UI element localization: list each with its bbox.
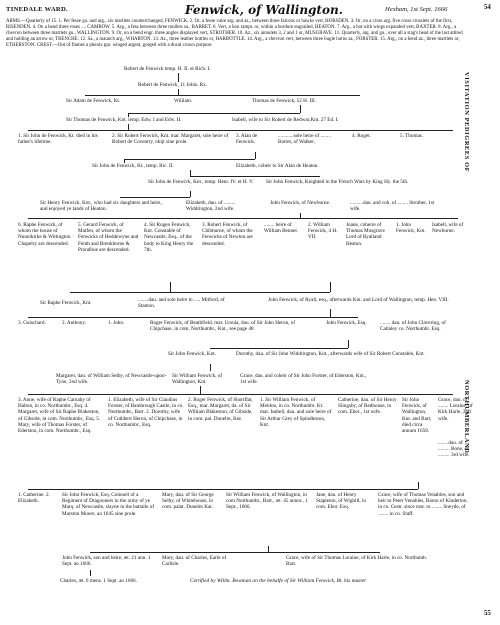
page-number-top: 54 xyxy=(484,4,491,11)
arms-text: ARMS.—Quarterly of 15. 1. Per fesse gu. and arg., six martlets counterchanged, FENWICK. 2. Or, a fesse vaire arg. and az., between three falcons or hawks vert, HORSDEN. 3. Or, on a cross arg. five cross crosslets of the first, RISENDEN. 4. On a bend three roses .... CAMBOW. 5. Arg., a fess between three mullets sa., BARRET. 6. Vert, a lion rampt. or, within a bordure engrailed, HEATON. 7. Arg., a bat with wings expanded vert, BAXTER. 8. Arg., a chevron between three martlets gu., WALLINGTON. 9. Or, on a bend engr. three angles displayed vert, STROTHER. 10. Az., six annulets 3, 2 and 1 or, MUSGRAVE. 11. Quarterly, arg. and gu., over all a stag's head of the last attired and holding an arrow or, TRENCHE. 12. Sa., a maunch arg., WHARTON. 13. Az., three leather bottles or, HARBOTTLE. 14. Arg., a chevron vert, between three bugle horns sa., FORSTER. 15. Arg., on a bend az., three martlets or, ETHERSTON. xyxy=(6,19,463,48)
person-charles: Charles, æt. 6 mens. 1 Sept. ao 1666. xyxy=(60,578,137,584)
person-adam: Sir Adam de Fenwick, Kt. xyxy=(66,98,121,104)
person-robert-2: 2. Sir Robert Fenwick, Knt. mar. Margaret, sole heire of Robert de Coventry, obijt sine prole. xyxy=(112,133,229,146)
page-number-bottom: 55 xyxy=(484,610,491,617)
descent-line xyxy=(210,364,211,371)
sibling-line xyxy=(28,394,453,395)
person-grace-forster: Grace, dau. and coheir of Sir John Forster, of Ederston, Knt., 1st wife. xyxy=(240,373,367,386)
person-gerard-5: 5. Gerard Fenwick, of Matfen, of whom the Fenwicks of Heddewyne and Fenth and Brenkborne & Prondhoe are descended. xyxy=(78,222,139,253)
person-mitford-heir: ........dau. and sole heire to ..... Mitford, of Stanton. xyxy=(138,297,225,310)
sibling-line xyxy=(28,317,358,318)
person-robert-3: 3. Robert Fenwick, of Chibburne, of whom the Fenwicks of Newton are descended. xyxy=(202,222,253,247)
descent-line xyxy=(190,191,191,197)
descent-line xyxy=(90,570,91,576)
sibling-line xyxy=(85,95,360,96)
person-catherine-elizabeth: 1. Catherine. 2. Elizabeth. xyxy=(18,492,50,505)
person-alan-3: 3. Alan de Fenwick. xyxy=(236,133,258,146)
sibling-line xyxy=(28,130,453,131)
descent-line xyxy=(418,482,419,489)
connector-line xyxy=(124,159,255,160)
person-william-bart: Sir William Fenwick, of Wallington, in com Northumbr., Bart., æt. 45 annor., 1 Sept., 1666. xyxy=(226,492,308,511)
connector-line xyxy=(120,197,190,198)
person-thomas-e1: Sir Thomas de Fenwick, Knt. temp. Edw. I and Edw. II. xyxy=(66,117,182,123)
person-barret-heir: ............sole heire of ........ Barret, of Walker. xyxy=(278,133,331,146)
person-grace-kirkharle: Grace, wife of Sir Thomas Loraine, of Kirk Harle, in co. Northumb. Bart. xyxy=(286,555,428,568)
person-isabell-redwar: Isabell, wife to Sir Robert de Redwar,Knt. 27 Ed. I. xyxy=(232,117,339,123)
person-william-2: 2. William Fenwick, 4 H. VII. xyxy=(308,222,338,241)
person-william: William. xyxy=(174,98,193,104)
person-elizabeth-widdrington: Elizabeth, dau. of ......... Widdrington, 2nd wife. xyxy=(186,200,236,213)
person-john-h4: Sir John de Fenwick, Knt., temp. Henr. IV. et H. V. xyxy=(148,179,254,185)
sibling-line xyxy=(28,489,418,490)
person-mary-selby: Mary, dau. of Sir George Selby, of Whitehouse, in com. palat. Dunelm Kat. xyxy=(162,492,214,511)
person-raphe-knt: Sir Raphe Fenwick, Knt. xyxy=(40,300,92,306)
arms-blazon xyxy=(6,19,468,49)
ward-heading: TINEDALE WARD. xyxy=(6,6,68,13)
person-elizabeth-heaton: Elizabeth, coheir to Sir Alan de Heaton. xyxy=(236,163,319,169)
person-margaret-selby: Margaret, dau. of William Selby, of Newcastle-upon-Tyne, 2nd wife. xyxy=(56,373,167,386)
person-joane-musgrave: Joane, coheire of Thomas Musgrave Lord of Ryalland Heaton. xyxy=(346,222,385,247)
person-bone-dau: ........dau. of ......... Bone, of ......... 3rd wife. xyxy=(438,440,470,459)
person-john-french: Sir John Fenwick, Knighted in the French Wars by King Hy. the 5th. xyxy=(266,179,409,185)
visitation-date: Hexham, 1st Sept. 1666 xyxy=(385,6,448,13)
person-william-meldon: 1. Sir William Fenwick, of Meldon, in co. Northumbr. Kt. mar. Isabell, dau. and sole heire of Sir Arthur Grey of Spindleston, Knt. xyxy=(260,397,332,428)
person-dorothy-widdrington: Dorothy, dau. of Sir John Widdrington, Knt., afterwards wife of Sir Robert Constable, Knt. xyxy=(236,351,425,357)
person-guischard: 3. Guischard. xyxy=(18,320,46,326)
person-clavering-dau: ........ dau. of John Clavering, of Callaley co. Northumbr. Esq. xyxy=(380,320,446,333)
descent-line xyxy=(330,282,331,292)
person-strother-heir: ..........dau. and coh. of ........ Strother, 1st wife. xyxy=(350,200,435,213)
person-roger-4: 4. Sir Rogen Fenwick, Knt. Constable of Newcastle, Esq., of the body to King Henry the 7th. xyxy=(144,222,194,253)
person-william-wallington: Sir William Fenwick, of Wallington, Knt. xyxy=(172,373,223,386)
sibling-line xyxy=(190,176,320,177)
connector-line xyxy=(90,552,380,553)
descent-line xyxy=(178,73,179,82)
person-bennet-heir: ........ heire of William Bennet. xyxy=(264,222,299,235)
person-roger-4: 4. Roger. xyxy=(352,133,371,139)
person-john-1b: 1. John. xyxy=(108,320,125,326)
person-thomas-h3: Thomas de Fenwick, 52 H. III. xyxy=(252,98,316,104)
person-grace-venables: Grace, wife of Thomas Venables, son and heir to Peter Venables, Baron of Kinderton, in co. Cestr. since mar. to ........ Sneyde, of ........ in co. Staff. xyxy=(378,492,468,517)
person-anthony: 2. Anthony. xyxy=(62,320,87,326)
person-isabell: Isabell, wife of Newburne. xyxy=(432,222,464,235)
person-henry: Sir Henry Fenwick, Knt., who had six daughters and heirs, and enjoyed ye lands of Heaton. xyxy=(40,200,162,213)
connector-line xyxy=(210,348,348,349)
person-catherine-slingsby: Catherine, dau. of Sir Henry Slingsby, of Redhouse, in com. Ebor., 1st wife. xyxy=(338,397,397,416)
person-grace-loraine: Grace, dau. of ........ Loraine, of Kirk Harle, 2nd wife. xyxy=(438,397,473,422)
person-raphe-6: 6. Raphe Fenwick, of whom the house of Nunnikirke & Wittington Chapelry are descended. xyxy=(18,222,71,247)
person-jane-stapleton: Jane, dau. of Henry Stapleton, of Wighill, in com. Ebor. Esq. xyxy=(316,492,366,511)
person-john-heire: John Fenwick, son and heire, æt. 21 ann. 1 Sept. ao 1666. xyxy=(62,555,151,568)
person-mary-carlisle: Mary, dau. of Charles, Earle of Carlisle. xyxy=(162,555,227,568)
sibling-line xyxy=(28,218,458,219)
descent-line xyxy=(330,309,331,317)
person-roger-beathfield: Roger Fenwick, of Beathfield, mar. Ursula, dau. of Sir John Heron, of Chipchase, in com. Northumbr., Knt., see page 48 xyxy=(150,320,296,333)
descent-line xyxy=(255,152,256,159)
descent-line xyxy=(200,386,201,394)
person-john-ryall: John Fenwick, of Ryall, esq., afterwards Knt. and Lord of Wallington, temp. Hen. VIII. xyxy=(268,297,449,303)
page-title: Fenwick, of Wallington. xyxy=(185,3,343,17)
person-john-ric2: Sir John de Fenwick, Kt., temp. Ric. II. xyxy=(92,163,174,169)
person-thomas-5: 5. Thomas. xyxy=(400,133,424,139)
certification: Certified by Willm. Bowman on the behalfe of Sir William Fenwick, Bt. his master xyxy=(190,578,367,584)
county-title: NORTHUMBERLAND xyxy=(463,380,470,454)
descent-line xyxy=(170,282,171,292)
person-robert-john: Robert de Fenwick, 11 Johis. Rx. xyxy=(138,82,207,88)
person-elizabeth-dorothy: 1. Elizabeth, wife of Sir Claudius Forster, of Bambrough Castle, in co. Northumbr., Bart. 2. Dorothy, wife of Cuthbert Heron, of Chipchase, in co. Northumbr., Esq. xyxy=(108,397,184,428)
connector-line xyxy=(70,292,330,293)
descent-line xyxy=(300,105,301,113)
person-john-1: 1. Sir John de Fenwick, Kt. died in his father's lifetime. xyxy=(18,133,98,146)
person-john-1: 1. John Fenwick, Knt. xyxy=(396,222,426,235)
person-john-knt: Sir John Fenwick, Knt. xyxy=(168,351,216,357)
connector-line xyxy=(128,113,300,114)
person-robert-h2: Robert de Fenwick temp. H. II. et Rich. I. xyxy=(124,66,211,72)
person-john-bart: Sir John Fenwick, of Wallington, Knt. and Bart, died circa annum 1658. xyxy=(402,397,432,435)
series-title: VISITATION PEDIGREES OF xyxy=(463,72,470,173)
crest-text: CREST.—Out of flames a phenix ppr. winged argent, gorged with a ducal crown purpure. xyxy=(36,42,213,48)
descent-line xyxy=(348,340,349,348)
person-john-esq: John Fenwick, Esq. xyxy=(326,320,367,326)
person-anne-margaret-mary: 3. Anne, wife of Raphe Carnaby of Halton, in co. Northumbr., Esq. 4. Margaret, wife of Sir Raphe Blakeston, of Gibside, in com. Northumbr., Esq. 5. Mary, wife of Thomas Forster, of Ederston, in com. Northumbr., Esq. xyxy=(18,397,101,435)
person-john-colonell: Sir John Fenwick, Esq. Colonell of a Regiment of Dragooners in the army of ye Marq. of Newcastle, slayne in the battaile of Marston Moore, ao 1645 sine prole. xyxy=(62,492,155,517)
person-john-newburne: John Fenwick, of Newburne. xyxy=(270,200,331,206)
person-roger-shortflat: 2. Roger Fenwick, of Shortflat, Esq., mar. Margaret, da. of Sir William Blakeston, of Gibside, in com. pal. Dunelm, Knt. xyxy=(188,397,253,422)
